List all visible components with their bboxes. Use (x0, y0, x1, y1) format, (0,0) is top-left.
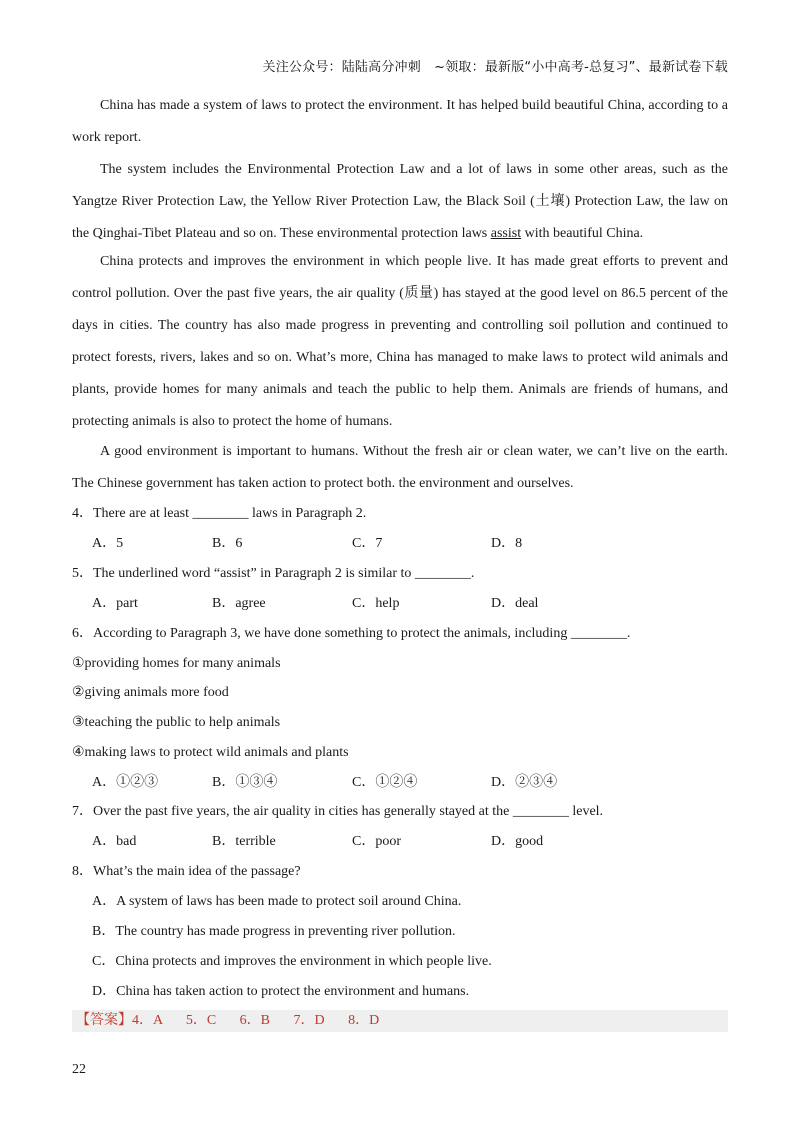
question-6-statement-2: ②giving animals more food (72, 685, 229, 700)
question-8-stem: 8．What’s the main idea of the passage? (72, 864, 301, 879)
paragraph-1: China has made a system of laws to protect the environment. It has helped build beautiful China, according to a work report. (72, 98, 728, 145)
question-4-stem: 4．There are at least ________ laws in Paragraph 2. (72, 506, 367, 521)
page-number: 22 (72, 1062, 86, 1077)
question-7-option-c: C．poor (352, 834, 401, 849)
question-4-option-b: B．6 (212, 536, 243, 551)
paragraph-4: A good environment is important to humans. Without the fresh air or clean water, we can’t live on the earth. The Chinese government has taken action to protect both. the environment and ourselves. (72, 444, 728, 491)
question-7-stem: 7．Over the past five years, the air quality in cities has generally stayed at the ________ level. (72, 804, 604, 819)
question-8-option-c: C．China protects and improves the environment in which people live. (92, 954, 492, 969)
question-7-option-a: A．bad (92, 834, 137, 849)
question-8-option-a: A．A system of laws has been made to protect soil around China. (92, 894, 462, 909)
question-6-option-c: C．①②④ (352, 775, 418, 790)
question-6-statement-4: ④making laws to protect wild animals and plants (72, 745, 349, 760)
answer-key-bar (72, 1010, 728, 1032)
question-4-option-c: C．7 (352, 536, 383, 551)
question-6-option-a: A．①②③ (92, 775, 159, 790)
question-5-option-a: A．part (92, 596, 138, 611)
question-6-stem: 6．According to Paragraph 3, we have done something to protect the animals, including ________. (72, 626, 631, 641)
paragraph-2-text-b: with beautiful China. (521, 226, 644, 241)
paragraph-3: China protects and improves the environment in which people live. It has made great efforts to prevent and control pollution. Over the past five years, the air quality (质量) has stayed at the good level on 86.5 percent of the days in cities. The country has also made progress in preventing and controlling soil pollution and continued to protect forests, rivers, lakes and so on. What’s more, China has managed to make laws to protect wild animals and plants, provide homes for many animals and teach the public to help them. Animals are friends of humans, and protecting animals is also to protect the home of humans. (72, 254, 728, 429)
question-6-option-d: D．②③④ (491, 775, 558, 790)
question-5-stem: 5．The underlined word “assist” in Paragraph 2 is similar to ________. (72, 566, 475, 581)
answer-key: 【答案】4．A 5．C 6．B 7．D 8．D (76, 1013, 380, 1028)
question-7-option-d: D．good (491, 834, 544, 849)
question-4-option-d: D．8 (491, 536, 523, 551)
question-6-statement-1: ①providing homes for many animals (72, 656, 281, 671)
paragraph-2 (72, 154, 728, 250)
question-4-option-a: A．5 (92, 536, 124, 551)
question-8-option-d: D．China has taken action to protect the environment and humans. (92, 984, 470, 999)
question-5-option-c: C．help (352, 596, 400, 611)
question-6-statement-3: ③teaching the public to help animals (72, 715, 281, 730)
question-8-option-b: B．The country has made progress in preventing river pollution. (92, 924, 456, 939)
page-header: 关注公众号：陆陆高分冲刺 ~领取：最新版“小中高考-总复习”、最新试卷下载 (262, 60, 728, 75)
underlined-word-assist: assist (490, 226, 522, 241)
question-5-option-d: D．deal (491, 596, 539, 611)
paragraph-2-text-a: The system includes the Environmental Protection Law and a lot of laws in some other areas, such as the Yangtze River Protection Law, the Yellow River Protection Law, the Black Soil (土壤) Protection Law, the law on the Qinghai-Tibet Plateau and so on. These environmental protection laws (72, 162, 728, 241)
question-5-option-b: B．agree (212, 596, 266, 611)
question-7-option-b: B．terrible (212, 834, 276, 849)
question-6-option-b: B．①③④ (212, 775, 278, 790)
